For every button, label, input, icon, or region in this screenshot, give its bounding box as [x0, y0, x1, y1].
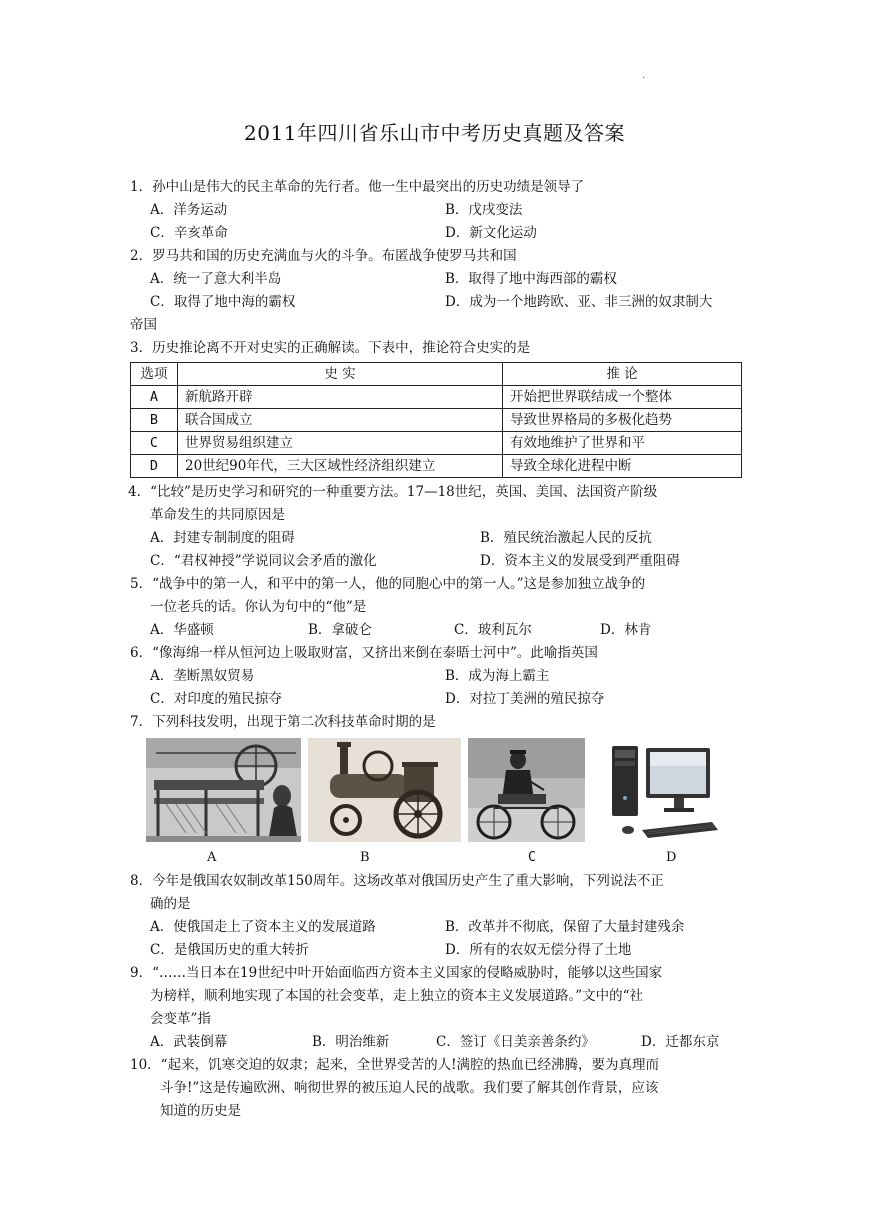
q10-stem-line3: 知道的历史是 [160, 1103, 241, 1119]
table-cell-inference: 导致全球化进程中断 [503, 455, 742, 478]
q6-options-row2 [130, 688, 745, 711]
table-cell-fact: 新航路开辟 [178, 386, 503, 409]
q8-stem-line2: 确的是 [150, 896, 191, 912]
q6-option-a: A．垄断黑奴贸易 [150, 668, 255, 684]
q2-option-b: B．取得了地中海西部的霸权 [445, 271, 617, 287]
q4-options-row2 [130, 550, 745, 573]
q5-option-d: D．林肯 [600, 622, 652, 638]
q5-option-b: B．拿破仑 [308, 622, 372, 638]
table-header-option: 选项 [131, 363, 178, 386]
table-cell-option: A [131, 386, 178, 409]
question-list [130, 176, 745, 1123]
early-automobile-image [468, 738, 585, 842]
q2-option-d: D．成为一个地跨欧、亚、非三洲的奴隶制大 [445, 294, 713, 310]
q10-stem-line2: 斗争!”这是传遍欧洲、响彻世界的被压迫人民的战歌。我们要了解其创作背景，应该 [160, 1080, 659, 1096]
q4-options-row1 [130, 527, 745, 550]
spinning-jenny-image [146, 738, 301, 842]
q8-option-a: A．使俄国走上了资本主义的发展道路 [150, 919, 376, 935]
table-cell-option: C [131, 432, 178, 455]
q4-stem-line2: 革命发生的共同原因是 [150, 507, 285, 523]
q1-option-d: D．新文化运动 [445, 225, 537, 241]
q4-stem-line1: 4．“比较”是历史学习和研究的一种重要方法。17—18世纪，英国、美国、法国资产阶级 [128, 484, 658, 500]
q8-option-c: C．是俄国历史的重大转折 [150, 942, 309, 958]
q7-label-c: C [528, 850, 536, 865]
table-header-inference: 推 论 [503, 363, 742, 386]
q1-stem: 1．孙中山是伟大的民主革命的先行者。他一生中最突出的历史功绩是领导了 [130, 179, 585, 195]
table-row [131, 455, 742, 478]
table-row [131, 432, 742, 455]
q6-option-c: C．对印度的殖民掠夺 [150, 691, 282, 707]
table-cell-inference: 有效地维护了世界和平 [503, 432, 742, 455]
q7-labels [130, 848, 745, 870]
steam-engine-image [308, 738, 461, 842]
q2-stem: 2．罗马共和国的历史充满血与火的斗争。布匿战争使罗马共和国 [130, 248, 517, 264]
table-cell-fact: 20世纪90年代，三大区域性经济组织建立 [178, 455, 503, 478]
q8-option-b: B．改革并不彻底，保留了大量封建残余 [445, 919, 685, 935]
header-dot: . [642, 70, 646, 81]
q9-option-b: B．明治维新 [312, 1034, 390, 1050]
table-cell-fact: 世界贸易组织建立 [178, 432, 503, 455]
q8-option-d: D．所有的农奴无偿分得了土地 [445, 942, 632, 958]
q2-option-a: A．统一了意大利半岛 [150, 271, 282, 287]
table-cell-inference: 开始把世界联结成一个整体 [503, 386, 742, 409]
q4-option-a: A．封建专制制度的阻碍 [150, 530, 295, 546]
q1-option-c: C．辛亥革命 [150, 225, 228, 241]
q5-option-a: A．华盛顿 [150, 622, 214, 638]
q9-option-a: A．武装倒幕 [150, 1034, 228, 1050]
q9-options-row [130, 1031, 745, 1054]
q6-stem: 6．“像海绵一样从恒河边上吸取财富，又挤出来倒在泰晤士河中”。此喻指英国 [130, 645, 598, 661]
page-title: 2011年四川省乐山市中考历史真题及答案 [244, 121, 625, 145]
q8-options-row1 [130, 916, 745, 939]
table-cell-option: B [131, 409, 178, 432]
q8-stem-line1: 8．今年是俄国农奴制改革150周年。这场改革对俄国历史产生了重大影响，下列说法不正 [130, 873, 664, 889]
q7-label-d: D [666, 850, 677, 865]
q4-option-c: C．“君权神授”学说同议会矛盾的激化 [150, 553, 377, 569]
table-header-fact: 史 实 [178, 363, 503, 386]
q7-label-a: A [207, 850, 217, 865]
q9-stem-line3: 会变革”指 [150, 1011, 211, 1027]
q5-stem-line1: 5．“战争中的第一人，和平中的第一人，他的同胞心中的第一人。”这是参加独立战争的 [130, 576, 646, 592]
q8-options-row2 [130, 939, 745, 962]
q6-option-b: B．成为海上霸主 [445, 668, 550, 684]
q2-option-c: C．取得了地中海的霸权 [150, 294, 296, 310]
q2-option-d-wrap: 帝国 [130, 317, 157, 333]
table-row [131, 409, 742, 432]
q9-option-c: C．签订《日美亲善条约》 [436, 1034, 595, 1050]
table-cell-option: D [131, 455, 178, 478]
table-header-row [131, 363, 742, 386]
table-row [131, 386, 742, 409]
table-cell-inference: 导致世界格局的多极化趋势 [503, 409, 742, 432]
q2-options-row2 [130, 291, 745, 314]
q4-option-d: D．资本主义的发展受到严重阻碍 [480, 553, 680, 569]
desktop-computer-image [602, 738, 722, 842]
q6-options-row1 [130, 665, 745, 688]
q10-stem-line1: 10．“起来，饥寒交迫的奴隶；起来，全世界受苦的人!满腔的热血已经沸腾，要为真理而 [130, 1057, 660, 1073]
q7-stem: 7．下列科技发明，出现于第二次科技革命时期的是 [130, 714, 436, 730]
q9-stem-line1: 9．“……当日本在19世纪中叶开始面临西方资本主义国家的侵略威胁时，能够以这些国家 [130, 965, 663, 981]
q1-options-row1 [130, 199, 745, 222]
q9-option-d: D．迁都东京 [641, 1034, 720, 1050]
q7-images [130, 738, 745, 848]
q7-label-b: B [360, 850, 370, 865]
q4-option-b: B．殖民统治激起人民的反抗 [480, 530, 652, 546]
q3-table [130, 362, 742, 478]
q1-option-a: A．洋务运动 [150, 202, 228, 218]
q9-stem-line2: 为榜样，顺利地实现了本国的社会变革，走上独立的资本主义发展道路。”文中的“社 [150, 988, 644, 1004]
q5-option-c: C．玻利瓦尔 [454, 622, 532, 638]
table-cell-fact: 联合国成立 [178, 409, 503, 432]
q1-options-row2 [130, 222, 745, 245]
q6-option-d: D．对拉丁美洲的殖民掠夺 [445, 691, 605, 707]
q5-stem-line2: 一位老兵的话。你认为句中的“他”是 [150, 599, 367, 615]
q1-option-b: B．戊戌变法 [445, 202, 523, 218]
q5-options-row [130, 619, 745, 642]
q3-stem: 3．历史推论离不开对史实的正确解读。下表中，推论符合史实的是 [130, 340, 531, 356]
q2-options-row1 [130, 268, 745, 291]
